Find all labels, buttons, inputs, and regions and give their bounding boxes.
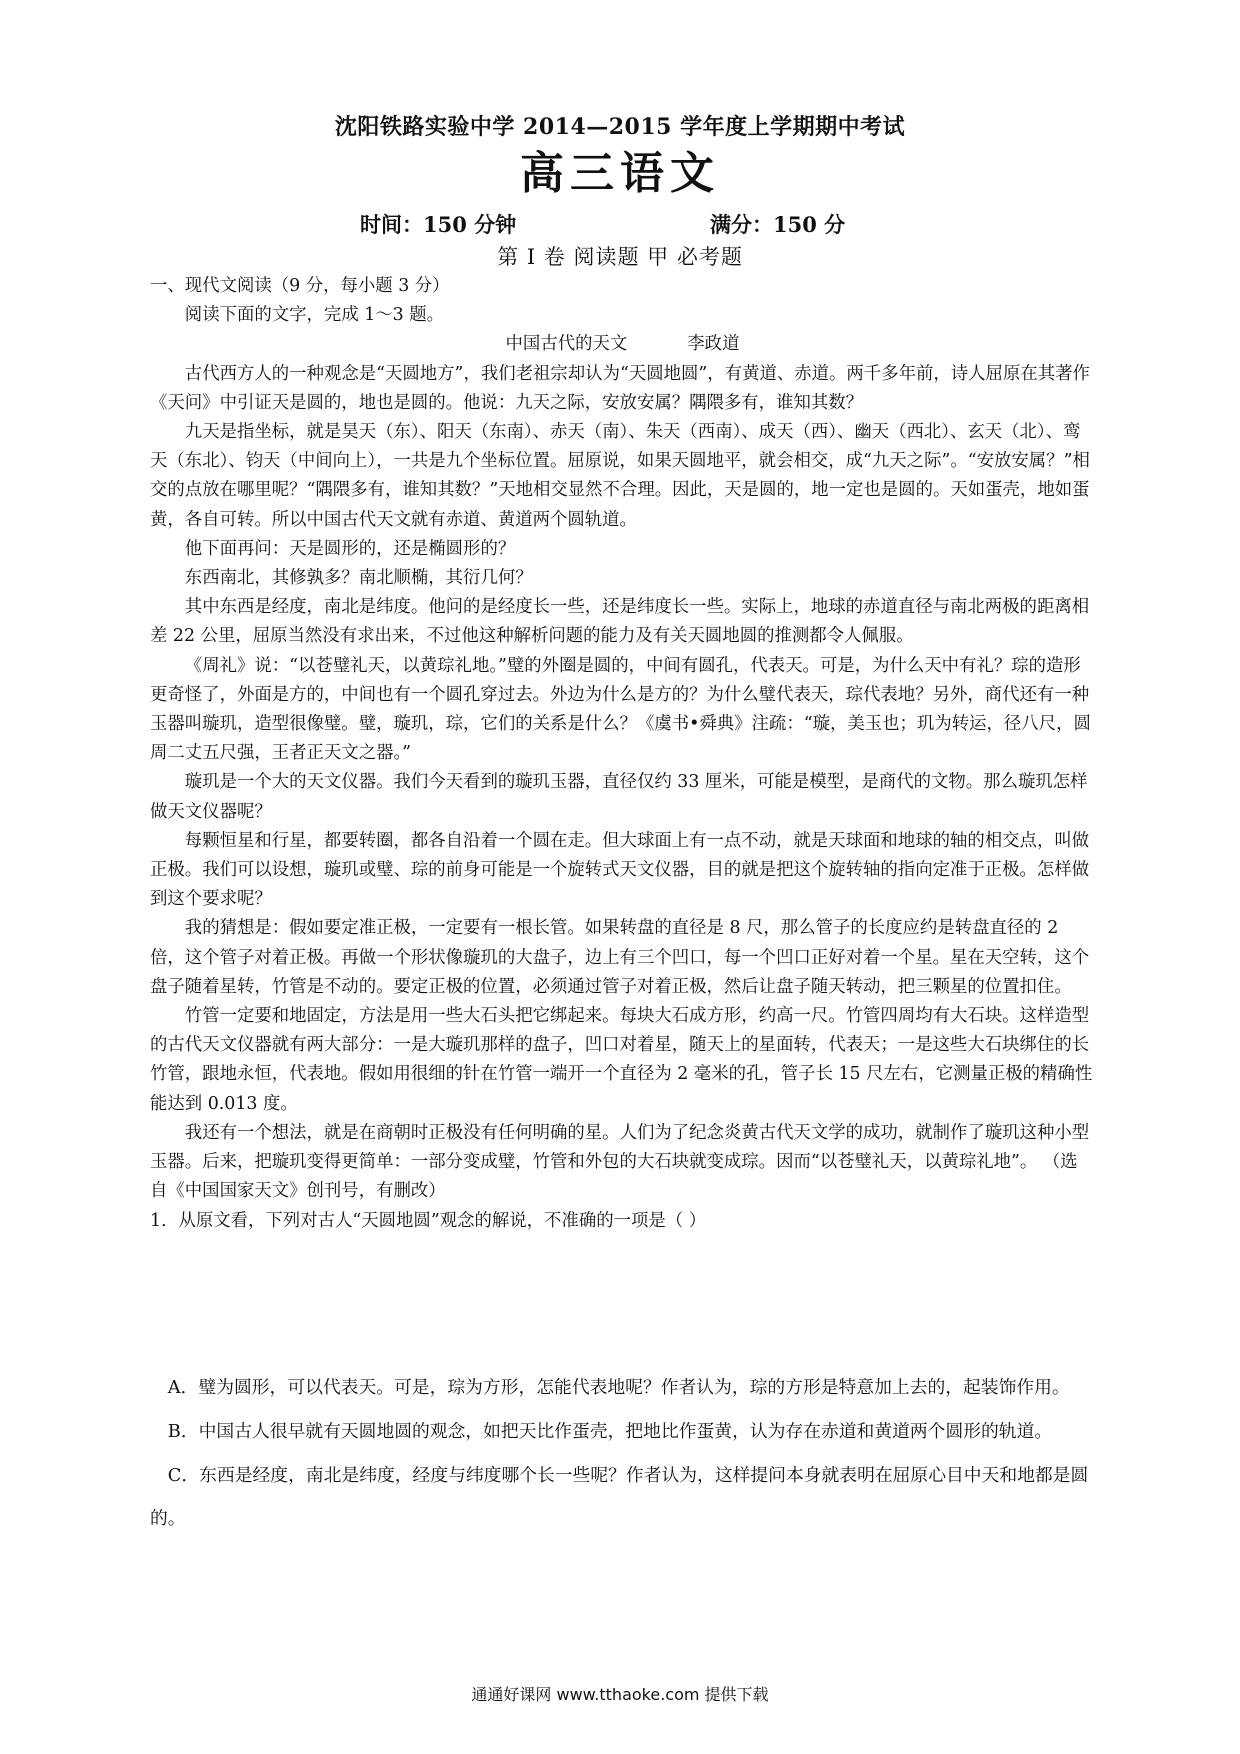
question-stem: 1．从原文看，下列对古人“天圆地圆”观念的解说，不准确的一项是（ ）	[150, 1210, 707, 1231]
volume-heading: 第 Ⅰ 卷 阅读题 甲 必考题	[497, 245, 743, 269]
article-title: 中国古代的天文	[505, 334, 628, 355]
article-paragraph: 九天是指坐标，就是昊天（东）、阳天（东南）、赤天（南）、朱天（西南）、成天（西）、幽天（西北）、玄天（北）、鸾天（东北）、钧天（中间向上），一共是九个坐标位置。屈原说，如果天圆地平，就会相交，成“九天之际”。“安放安属？”相交的点放在哪里呢？“隅隈多有，谁知其数？”天地相交显然不合理。因此，天是圆的，地一定也是圆的。天如蛋壳，地如蛋黄，各自可转。所以中国古代天文就有赤道、黄道两个圆轨道。	[150, 422, 1090, 530]
article-paragraph: 东西南北，其修孰多？南北顺椭，其衍几何？	[184, 568, 533, 589]
option-c: C．东西是经度，南北是纬度，经度与纬度哪个长一些呢？作者认为，这样提问本身就表明在屈原心目中天和地都是圆的。	[150, 1465, 1089, 1529]
article-paragraph: 《周礼》说：“以苍璧礼天，以黄琮礼地。”璧的外圈是圆的，中间有圆孔，代表天。可是，为什么天中有礼？琮的造形更奇怪了，外面是方的，中间也有一个圆孔穿过去。外边为什么是方的？为什么璧代表天，琮代表地？另外，商代还有一种玉器叫璇玑，造型很像璧。璧，璇玑，琮，它们的关系是什么？《虞书•舜典》注疏：“璇，美玉也；玑为转运，径八尺，圆周二丈五尺强，王者正天文之器。”	[150, 655, 1091, 764]
article-paragraph: 其中东西是经度，南北是纬度。他问的是经度长一些，还是纬度长一些。实际上，地球的赤道直径与南北两极的距离相差 22 公里，屈原当然没有求出来，不过他这种解析问题的能力及有关天圆地圆的推测都令人佩服。	[150, 597, 1090, 647]
reading-section	[150, 272, 1095, 1236]
option-b: B．中国古人很早就有天圆地圆的观念，如把天比作蛋壳，把地比作蛋黄，认为存在赤道和黄道两个圆形的轨道。	[167, 1421, 1053, 1442]
article-paragraph: 古代西方人的一种观念是“天圆地方”，我们老祖宗却认为“天圆地圆”，有黄道、赤道。两千多年前，诗人屈原在其著作《天问》中引证天是圆的，地也是圆的。他说：九天之际，安放安属？隅隈多有，谁知其数？	[150, 363, 1090, 413]
article-author: 李政道	[687, 334, 740, 355]
section-instruction: 阅读下面的文字，完成 1～3 题。	[184, 305, 445, 326]
article-paragraph: 竹管一定要和地固定，方法是用一些大石头把它绑起来。每块大石成方形，约高一尺。竹管四周均有大石块。这样造型的古代天文仪器就有两大部分：一是大璇玑那样的盘子，凹口对着星，随天上的星面转，代表天；一是这些大石块绑住的长竹管，跟地永恒，代表地。假如用很细的针在竹管一端开一个直径为 2 毫米的孔，管子长 15 尺左右，它测量正极的精确性能达到 0.013 度。	[150, 1006, 1093, 1114]
article-paragraph: 璇玑是一个大的天文仪器。我们今天看到的璇玑玉器，直径仅约 33 厘米，可能是模型，是商代的文物。那么璇玑怎样做天文仪器呢？	[150, 772, 1088, 822]
exam-time: 时间：150 分钟	[360, 212, 517, 237]
article-paragraph: 他下面再问：天是圆形的，还是椭圆形的？	[184, 538, 516, 559]
exam-full-score: 满分：150 分	[710, 212, 846, 237]
subject-title: 高三语文	[520, 148, 720, 199]
article-title-line	[150, 330, 1095, 359]
question-options	[150, 1366, 1095, 1541]
school-exam-title: 沈阳铁路实验中学 2014—2015 学年度上学期期中考试	[334, 114, 906, 140]
page-footer: 通通好课网 www.tthaoke.com 提供下载	[471, 1685, 769, 1704]
option-a: A．璧为圆形，可以代表天。可是，琮为方形，怎能代表地呢？作者认为，琮的方形是特意加上去的，起装饰作用。	[167, 1377, 1070, 1398]
exam-header	[0, 112, 1240, 202]
article-paragraph: 我还有一个想法，就是在商朝时正极没有任何明确的星。人们为了纪念炎黄古代天文学的成功，就制作了璇玑这种小型玉器。后来，把璇玑变得更简单：一部分变成璧，竹管和外包的大石块就变成琮。因而“以苍璧礼天，以黄琮礼地”。 （选自《中国国家天文》创刊号，有删改）	[150, 1122, 1090, 1202]
article-paragraph: 每颗恒星和行星，都要转圈，都各自沿着一个圆在走。但大球面上有一点不动，就是天球面和地球的轴的相交点，叫做正极。我们可以设想，璇玑或璧、琮的前身可能是一个旋转式天文仪器，目的就是把这个旋转轴的指向定准于正极。怎样做到这个要求呢？	[150, 830, 1090, 910]
section-heading: 一、现代文阅读（9 分，每小题 3 分）	[150, 276, 450, 296]
article-paragraph: 我的猜想是：假如要定准正极，一定要有一根长管。如果转盘的直径是 8 尺，那么管子的长度应约是转盘直径的 2 倍，这个管子对着正极。再做一个形状像璇玑的大盘子，边上有三个凹口，每一个凹口正好对着一个星。星在天空转，这个盘子随着星转，竹管是不动的。要定正极的位置，必须通过管子对着正极，然后让盘子随天转动，把三颗星的位置扣住。	[150, 918, 1090, 997]
